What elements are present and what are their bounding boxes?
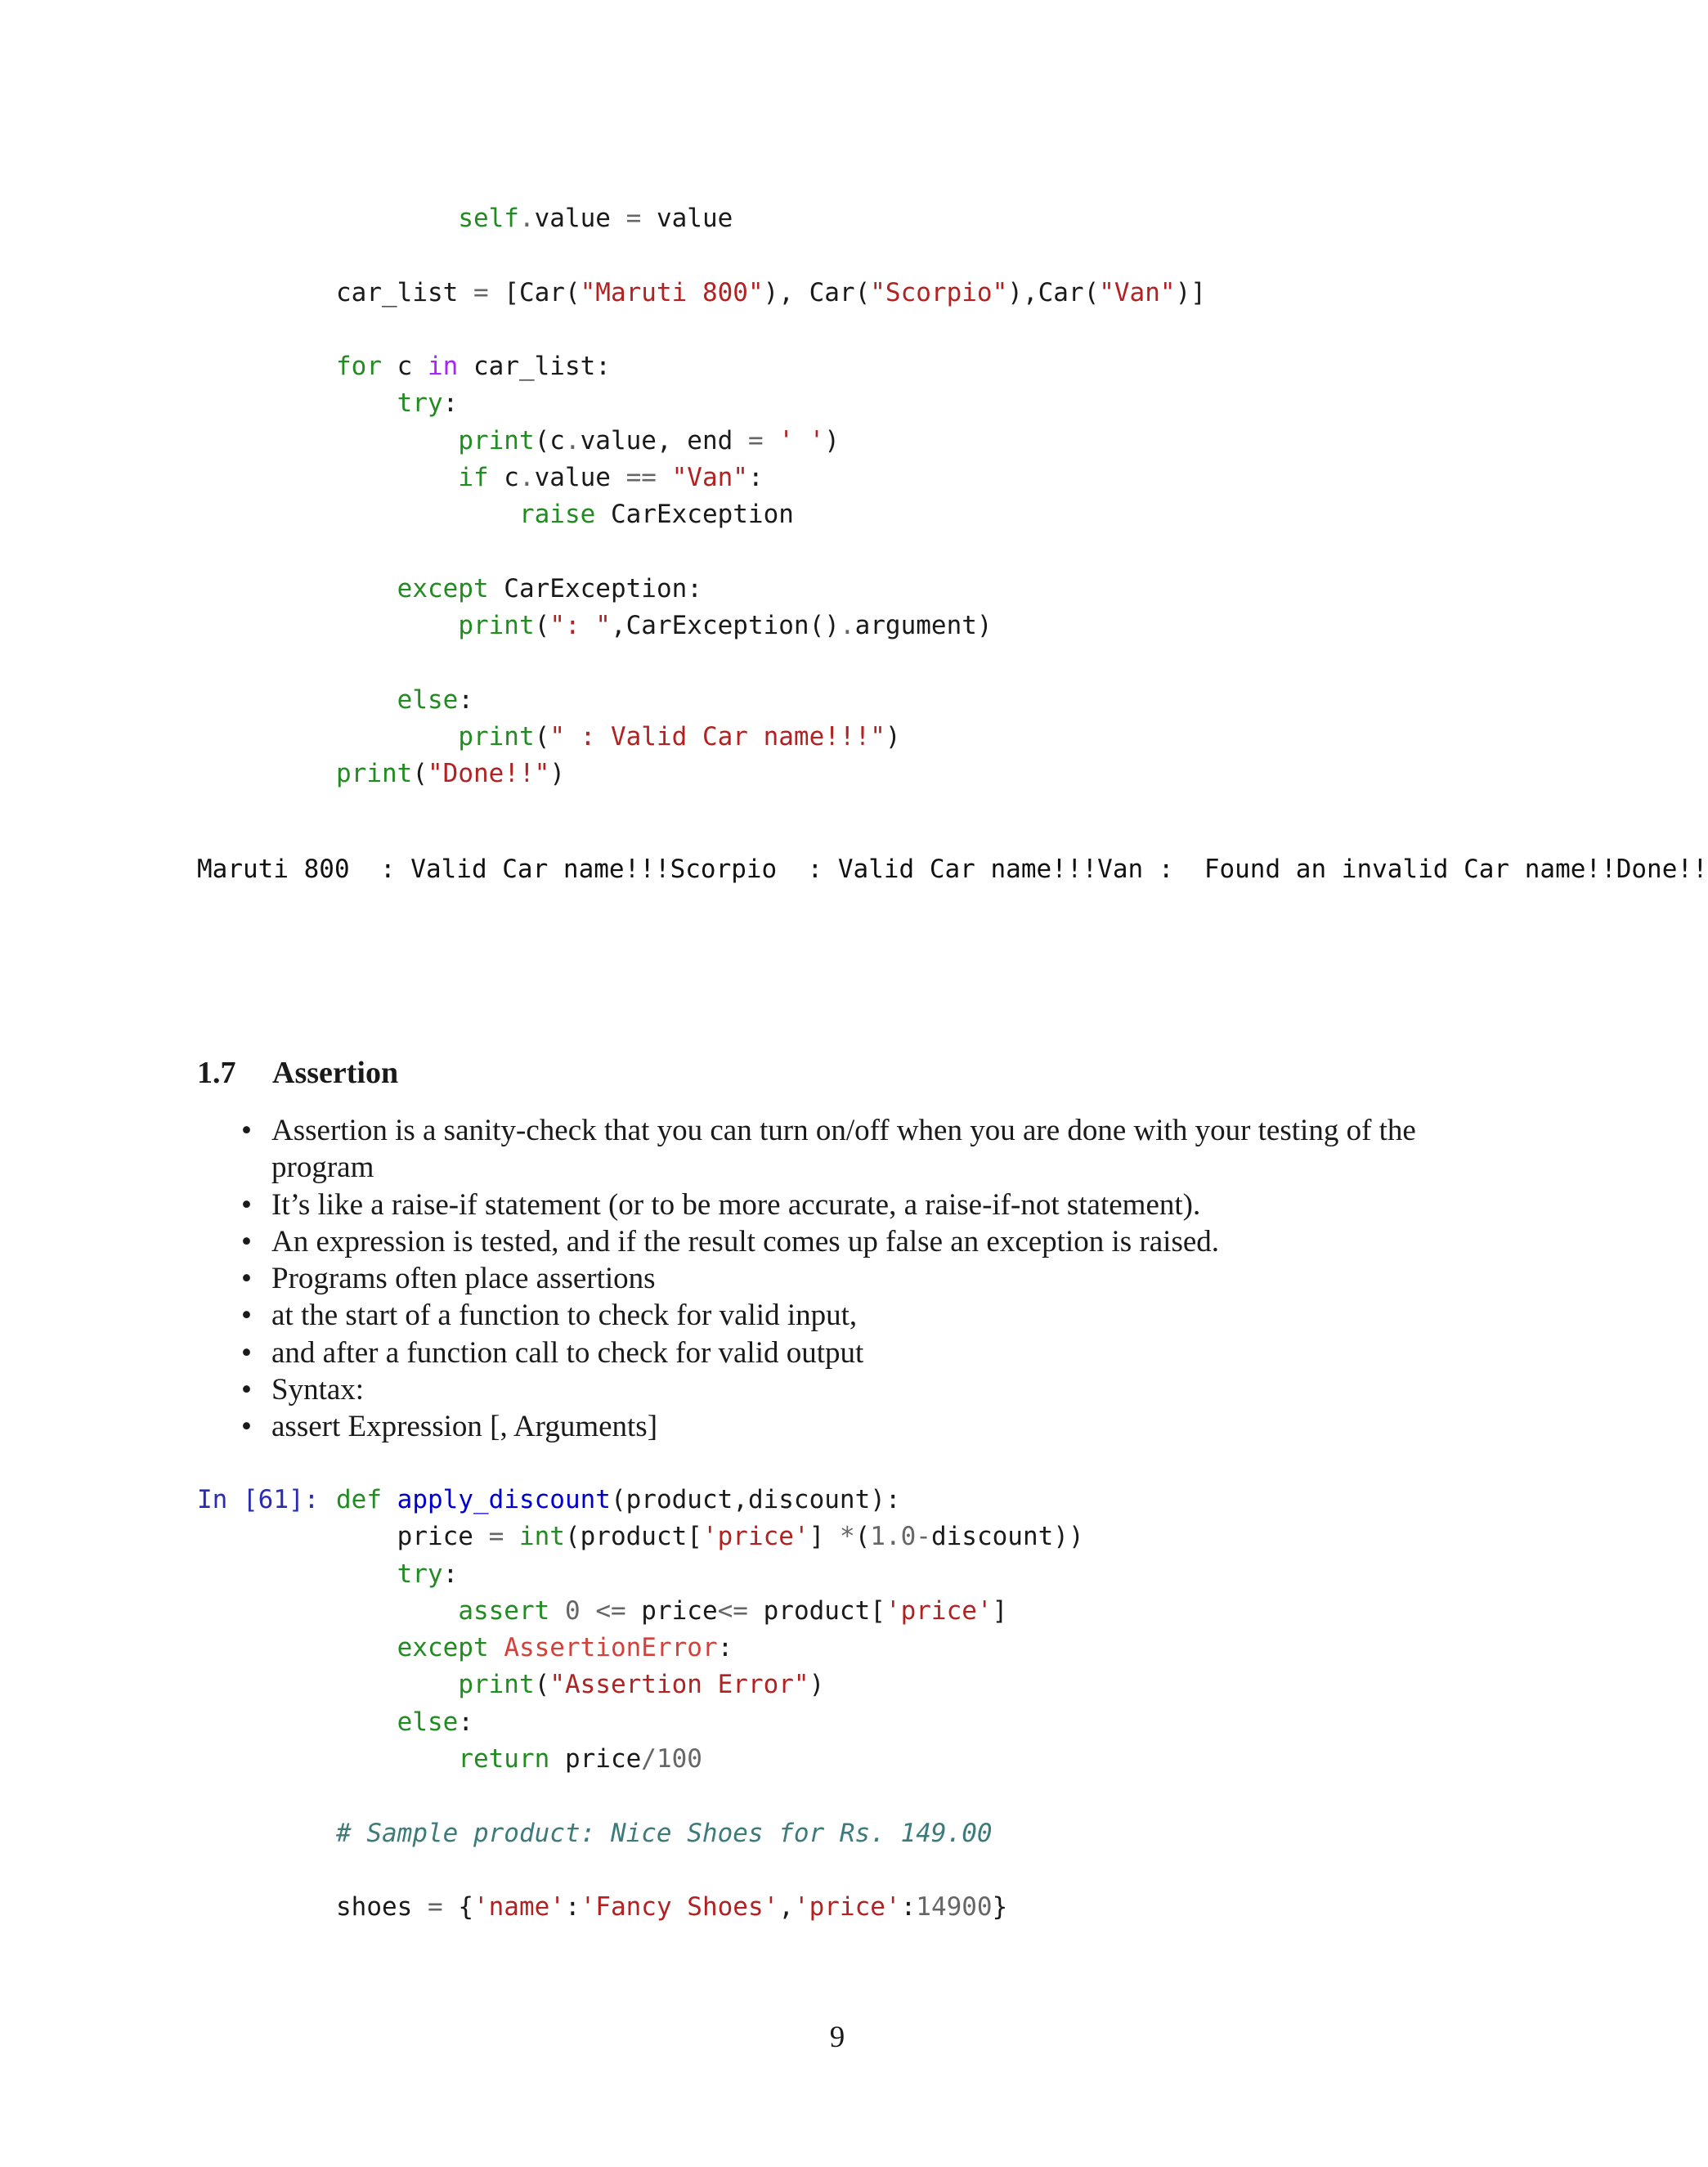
code-token: 'price' [793, 1892, 901, 1922]
code-token: CarException: [488, 573, 702, 603]
code-token: 0 [564, 1595, 581, 1626]
code-token: else [397, 1707, 459, 1737]
code-token [336, 500, 519, 529]
code-token: if [458, 463, 489, 493]
code-line [336, 1556, 1084, 1593]
bullet-text: It’s like a raise-if statement (or to be more accurate, a raise-if-not statement). [271, 1187, 1201, 1222]
bullet-item [238, 1408, 1513, 1445]
code-token: (product,discount): [610, 1485, 901, 1514]
bullet-text: Syntax: [271, 1373, 365, 1407]
code-token [336, 722, 458, 751]
code-token: . [518, 463, 535, 493]
code-line [336, 1519, 1084, 1555]
code-token [336, 1596, 458, 1626]
code-token: = [747, 425, 764, 455]
code-token: : [747, 463, 764, 493]
code-token: : [717, 1633, 733, 1663]
code-token: ] [809, 1522, 840, 1552]
code-line [336, 1852, 1084, 1889]
code-line [336, 385, 1206, 422]
code-token: = [488, 1522, 504, 1552]
code-token: "Van" [1099, 277, 1176, 307]
code-token: print [458, 722, 535, 752]
code-line [336, 1704, 1084, 1741]
code-token: ( [534, 611, 550, 641]
code-token: try [397, 1559, 443, 1589]
code-token: : [442, 388, 459, 419]
bullet-item [238, 1223, 1513, 1260]
bullet-item [238, 1187, 1513, 1223]
bullet-text: Assertion is a sanity-check that you can turn on/off when you are done with your testing of the program [271, 1114, 1416, 1185]
code-token: <= [717, 1595, 748, 1626]
code-line [336, 312, 1206, 348]
code-token: , [778, 1892, 794, 1922]
code-line [336, 1889, 1084, 1926]
output-line: Done!! [1616, 855, 1708, 884]
bullet-text: at the start of a function to check for valid input, [271, 1299, 858, 1333]
code-token: 1.0 [870, 1522, 917, 1552]
code-token: == [625, 463, 657, 493]
code-token: print [336, 759, 413, 789]
code-token: ' ' [778, 425, 825, 455]
code-token [504, 1522, 519, 1551]
section-heading [197, 1055, 398, 1091]
bullet-icon: • [241, 1114, 252, 1147]
code-token: )] [1175, 277, 1206, 307]
code-token: "Done!!" [428, 759, 550, 789]
code-line [336, 534, 1206, 571]
bullet-item [238, 1260, 1513, 1297]
code-line [336, 348, 1206, 385]
bullet-list [238, 1112, 1513, 1446]
code-token [336, 1744, 458, 1774]
code-token: c [488, 463, 519, 493]
code-token: value [534, 204, 626, 233]
code-token: (product[ [564, 1522, 702, 1552]
code-token: : [458, 1707, 473, 1737]
code-line [336, 682, 1206, 719]
code-token: : [458, 684, 473, 715]
code-token: 14900 [916, 1892, 993, 1922]
code-token: ) [549, 759, 565, 789]
code-token: = [625, 204, 642, 233]
code-token: ( [412, 759, 428, 789]
code-token: 'Fancy Shoes' [580, 1892, 779, 1922]
cell-prompt: In [61]: [197, 1485, 320, 1514]
code-token [336, 1633, 397, 1662]
code-block-car-exception [336, 200, 1206, 793]
code-token: int [518, 1522, 565, 1552]
code-token: ) [809, 1670, 825, 1700]
code-line [336, 645, 1206, 682]
code-token [336, 1559, 397, 1589]
bullet-icon: • [241, 1262, 252, 1296]
page-number: 9 [829, 2021, 845, 2054]
code-line [336, 1593, 1084, 1630]
code-token: : [442, 1559, 459, 1589]
code-token: ( [534, 1670, 550, 1700]
bullet-icon: • [241, 1299, 252, 1333]
code-token: car_list: [458, 352, 611, 382]
code-token: 'price' [702, 1522, 809, 1552]
code-token: discount)) [930, 1522, 1084, 1552]
code-token: ) [885, 722, 901, 752]
code-token: . [839, 611, 855, 641]
output-line: Van : Found an invalid Car name!! [1097, 855, 1616, 884]
code-token: self [458, 204, 519, 233]
bullet-icon: • [241, 1410, 252, 1444]
code-line [336, 1482, 1084, 1519]
code-token: : [564, 1892, 581, 1922]
code-token [336, 1670, 458, 1699]
code-token: ( [854, 1522, 871, 1552]
output-line: Maruti 800 : Valid Car name!!! [197, 855, 670, 884]
code-token [336, 426, 458, 455]
code-line [336, 571, 1206, 608]
code-output [197, 851, 1708, 888]
code-line [336, 756, 1206, 792]
code-token: price [625, 1595, 718, 1626]
bullet-icon: • [241, 1224, 252, 1258]
code-token: price [336, 1522, 489, 1552]
code-line [336, 608, 1206, 644]
code-token: "Van" [671, 463, 748, 493]
code-token: product[ [747, 1595, 885, 1626]
section-title: Assertion [272, 1056, 399, 1090]
code-token: ": " [549, 611, 611, 641]
bullet-text: assert Expression [, Arguments] [271, 1410, 658, 1444]
code-token: 'price' [885, 1595, 993, 1626]
bullet-text: and after a function call to check for valid output [271, 1335, 864, 1370]
code-line [336, 275, 1206, 312]
code-token: except [397, 573, 489, 603]
code-token [336, 611, 458, 640]
code-line [336, 496, 1206, 533]
code-token: ),Car( [1007, 277, 1100, 307]
code-token: (c [534, 425, 565, 455]
code-token: car_list [336, 277, 473, 307]
code-token [336, 1707, 397, 1737]
code-token [657, 463, 672, 492]
code-line [336, 200, 1206, 237]
code-token: raise [518, 500, 596, 530]
code-token: AssertionError [504, 1633, 718, 1663]
code-token: in [428, 352, 459, 382]
code-token: try [397, 388, 443, 419]
code-token: <= [595, 1595, 626, 1626]
code-token: assert [458, 1595, 550, 1626]
code-token: print [458, 1670, 535, 1700]
code-token [336, 574, 397, 603]
code-line [336, 1741, 1084, 1778]
code-token: * [839, 1522, 855, 1552]
code-token: ( [534, 722, 550, 752]
code-token: print [458, 425, 535, 455]
code-token: else [397, 684, 459, 715]
code-token: for [336, 352, 382, 382]
code-token: = [427, 1892, 443, 1922]
code-token: print [458, 611, 535, 641]
code-token: value [534, 463, 626, 493]
output-line: Scorpio : Valid Car name!!! [670, 855, 1098, 884]
code-block-apply-discount [336, 1482, 1084, 1927]
code-token: : [900, 1892, 917, 1922]
code-line [336, 1630, 1084, 1667]
bullet-item [238, 1297, 1513, 1334]
code-token: def [336, 1485, 382, 1514]
code-token: return [458, 1744, 550, 1774]
code-token: price [549, 1744, 642, 1774]
code-token [581, 1596, 596, 1626]
bullet-icon: • [241, 1373, 252, 1407]
code-token: # Sample product: Nice Shoes for Rs. 149.00 [336, 1818, 993, 1848]
code-token: ,CarException() [610, 611, 840, 641]
code-token [549, 1596, 565, 1626]
section-number: 1.7 [197, 1056, 236, 1090]
bullet-text: Programs often place assertions [271, 1262, 656, 1296]
code-token: except [397, 1633, 489, 1663]
code-token: ] [992, 1595, 1008, 1626]
code-token: " : Valid Car name!!!" [549, 722, 885, 752]
code-token: } [992, 1892, 1008, 1922]
code-token: ) [824, 425, 840, 455]
code-line [336, 460, 1206, 496]
code-token [336, 204, 458, 233]
code-token: ), Car( [763, 277, 871, 307]
code-token: "Maruti 800" [580, 277, 764, 307]
code-line [336, 719, 1206, 756]
code-token: value, end [580, 425, 748, 455]
code-token: 100 [656, 1744, 702, 1774]
code-line [336, 1667, 1084, 1703]
code-token: "Scorpio" [870, 277, 1008, 307]
bullet-item [238, 1335, 1513, 1371]
code-token [764, 426, 779, 455]
bullet-item [238, 1371, 1513, 1408]
bullet-item [238, 1112, 1513, 1187]
code-token: argument) [854, 611, 993, 641]
code-line [336, 1778, 1084, 1815]
code-line [336, 1815, 1084, 1852]
code-token: "Assertion Error" [549, 1670, 809, 1700]
code-token: . [518, 204, 535, 233]
code-token: shoes [336, 1892, 428, 1922]
code-token: = [473, 277, 489, 307]
code-line [336, 237, 1206, 274]
code-token [382, 1485, 397, 1514]
code-token [489, 1633, 504, 1662]
code-token: / [641, 1744, 657, 1774]
code-token: c [382, 352, 428, 382]
code-token: [Car( [488, 277, 581, 307]
code-line [336, 423, 1206, 460]
code-token: value [641, 204, 733, 233]
code-token [336, 463, 458, 492]
code-token: - [916, 1522, 931, 1552]
code-token: { [442, 1892, 473, 1922]
code-token: 'name' [473, 1892, 565, 1922]
bullet-icon: • [241, 1335, 252, 1370]
code-token: apply_discount [397, 1485, 611, 1514]
code-token [336, 388, 397, 418]
code-token [336, 685, 397, 715]
bullet-icon: • [241, 1187, 252, 1222]
code-token: . [564, 425, 581, 455]
bullet-text: An expression is tested, and if the result comes up false an exception is raised. [271, 1224, 1220, 1258]
code-token: CarException [595, 500, 794, 530]
